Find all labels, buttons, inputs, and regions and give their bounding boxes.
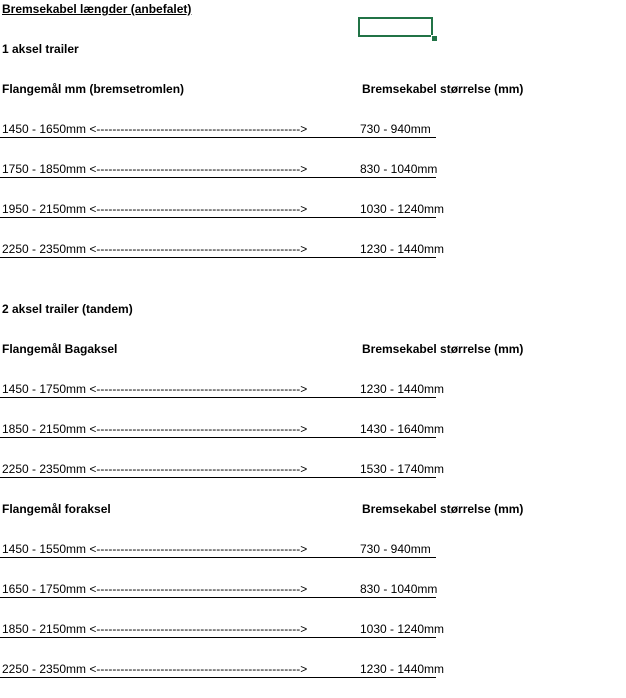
row-flange-range: 1750 - 1850mm <---------------------------------------------------> xyxy=(2,162,308,176)
row-cable-range: 1430 - 1640mm xyxy=(360,422,445,436)
row-underline xyxy=(0,637,436,638)
row-underline xyxy=(0,137,436,138)
column-header-front-axle: Flangemål foraksel xyxy=(2,502,111,516)
row-underline xyxy=(0,397,436,398)
column-header-cable-size: Bremsekabel størrelse (mm) xyxy=(362,502,524,516)
row-cable-range: 830 - 1040mm xyxy=(360,582,438,596)
row-cable-range: 1230 - 1440mm xyxy=(360,382,445,396)
row-cable-range: 1030 - 1240mm xyxy=(360,202,445,216)
section-heading-single-axle: 1 aksel trailer xyxy=(2,42,79,56)
row-cable-range: 1230 - 1440mm xyxy=(360,662,445,676)
row-cable-range: 730 - 940mm xyxy=(360,122,431,136)
row-underline xyxy=(0,597,436,598)
page-title: Bremsekabel længder (anbefalet) xyxy=(2,2,192,16)
row-underline xyxy=(0,437,436,438)
row-cable-range: 1030 - 1240mm xyxy=(360,622,445,636)
row-flange-range: 1450 - 1650mm <---------------------------------------------------> xyxy=(2,122,308,136)
row-underline xyxy=(0,677,436,678)
row-cable-range: 830 - 1040mm xyxy=(360,162,438,176)
row-flange-range: 1850 - 2150mm <---------------------------------------------------> xyxy=(2,422,308,436)
row-underline xyxy=(0,177,436,178)
column-header-cable-size: Bremsekabel størrelse (mm) xyxy=(362,342,524,356)
row-cable-range: 1530 - 1740mm xyxy=(360,462,445,476)
row-cable-range: 1230 - 1440mm xyxy=(360,242,445,256)
section-heading-tandem: 2 aksel trailer (tandem) xyxy=(2,302,133,316)
row-flange-range: 2250 - 2350mm <---------------------------------------------------> xyxy=(2,462,308,476)
row-flange-range: 2250 - 2350mm <---------------------------------------------------> xyxy=(2,662,308,676)
column-header-cable-size: Bremsekabel størrelse (mm) xyxy=(362,82,524,96)
row-flange-range: 1950 - 2150mm <---------------------------------------------------> xyxy=(2,202,308,216)
row-underline xyxy=(0,217,436,218)
row-flange-range: 1850 - 2150mm <---------------------------------------------------> xyxy=(2,622,308,636)
row-underline xyxy=(0,257,436,258)
row-underline xyxy=(0,557,436,558)
column-header-rear-axle: Flangemål Bagaksel xyxy=(2,342,118,356)
selected-cell[interactable] xyxy=(358,17,433,37)
row-flange-range: 1450 - 1750mm <---------------------------------------------------> xyxy=(2,382,308,396)
fill-handle[interactable] xyxy=(431,35,438,42)
row-underline xyxy=(0,477,436,478)
row-flange-range: 1450 - 1550mm <---------------------------------------------------> xyxy=(2,542,308,556)
row-flange-range: 2250 - 2350mm <---------------------------------------------------> xyxy=(2,242,308,256)
column-header-flange: Flangemål mm (bremsetromlen) xyxy=(2,82,185,96)
row-flange-range: 1650 - 1750mm <---------------------------------------------------> xyxy=(2,582,308,596)
row-cable-range: 730 - 940mm xyxy=(360,542,431,556)
